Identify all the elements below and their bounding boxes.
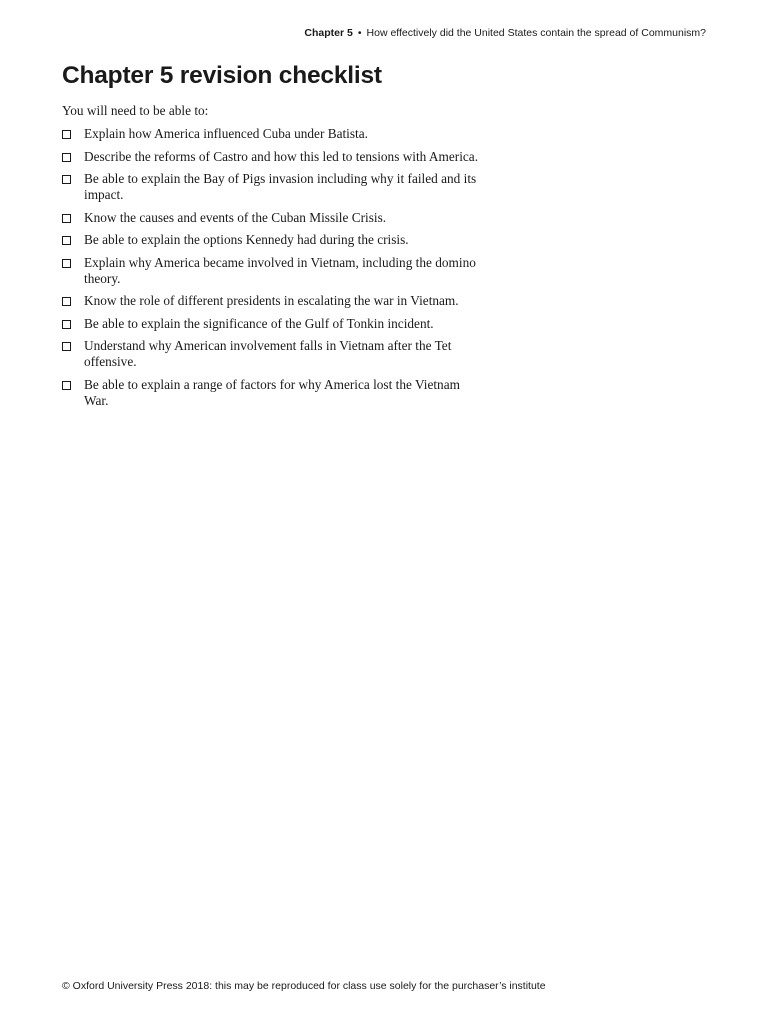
checklist-item-text: Be able to explain the Bay of Pigs invasion including why it failed and its impact. xyxy=(84,171,477,202)
checklist-item xyxy=(62,316,502,332)
checkbox-icon[interactable] xyxy=(62,214,71,223)
checkbox-icon[interactable] xyxy=(62,130,71,139)
checklist-item xyxy=(62,210,502,226)
checkbox-icon[interactable] xyxy=(62,381,71,390)
checklist-item-text: Describe the reforms of Castro and how this led to tensions with America. xyxy=(84,148,479,164)
checkbox-icon[interactable] xyxy=(62,236,71,245)
intro-text: You will need to be able to: xyxy=(62,103,209,118)
checklist-item xyxy=(62,232,502,248)
checklist-item-text: Be able to explain a range of factors for why America lost the Vietnam War. xyxy=(84,376,460,408)
header-chapter: Chapter 5 xyxy=(304,27,353,39)
checklist-item-text: Know the causes and events of the Cuban Missile Crisis. xyxy=(84,209,387,225)
checklist-item-text: Know the role of different presidents in escalating the war in Vietnam. xyxy=(84,293,459,308)
checklist-item xyxy=(62,149,502,165)
header-title: How effectively did the United States contain the spread of Communism? xyxy=(366,27,706,39)
checkbox-icon[interactable] xyxy=(62,297,71,306)
checklist-item-text: Explain why America became involved in Vietnam, including the domino theory. xyxy=(84,254,476,286)
page-title: Chapter 5 revision checklist xyxy=(62,62,382,89)
checkbox-icon[interactable] xyxy=(62,175,71,184)
checkbox-icon[interactable] xyxy=(62,153,71,162)
checkbox-icon[interactable] xyxy=(62,259,71,268)
checklist-item xyxy=(62,126,502,142)
checkbox-icon[interactable] xyxy=(62,320,71,329)
header-separator: • xyxy=(357,27,362,39)
checklist-item-text: Explain how America influenced Cuba under Batista. xyxy=(84,126,368,141)
copyright-footer: © Oxford University Press 2018: this may be reproduced for class use solely for the purchaser’s institute xyxy=(62,980,546,992)
revision-checklist xyxy=(62,126,502,415)
checklist-item xyxy=(62,171,502,203)
running-header xyxy=(304,27,706,39)
checklist-item xyxy=(62,338,502,370)
checklist-item xyxy=(62,293,502,309)
checklist-item xyxy=(62,377,502,409)
checklist-item-text: Be able to explain the options Kennedy had during the crisis. xyxy=(84,232,409,247)
checklist-item-text: Be able to explain the significance of the Gulf of Tonkin incident. xyxy=(84,315,434,331)
checklist-item xyxy=(62,255,502,287)
checkbox-icon[interactable] xyxy=(62,342,71,351)
checklist-item-text: Understand why American involvement falls in Vietnam after the Tet offensive. xyxy=(84,338,452,369)
